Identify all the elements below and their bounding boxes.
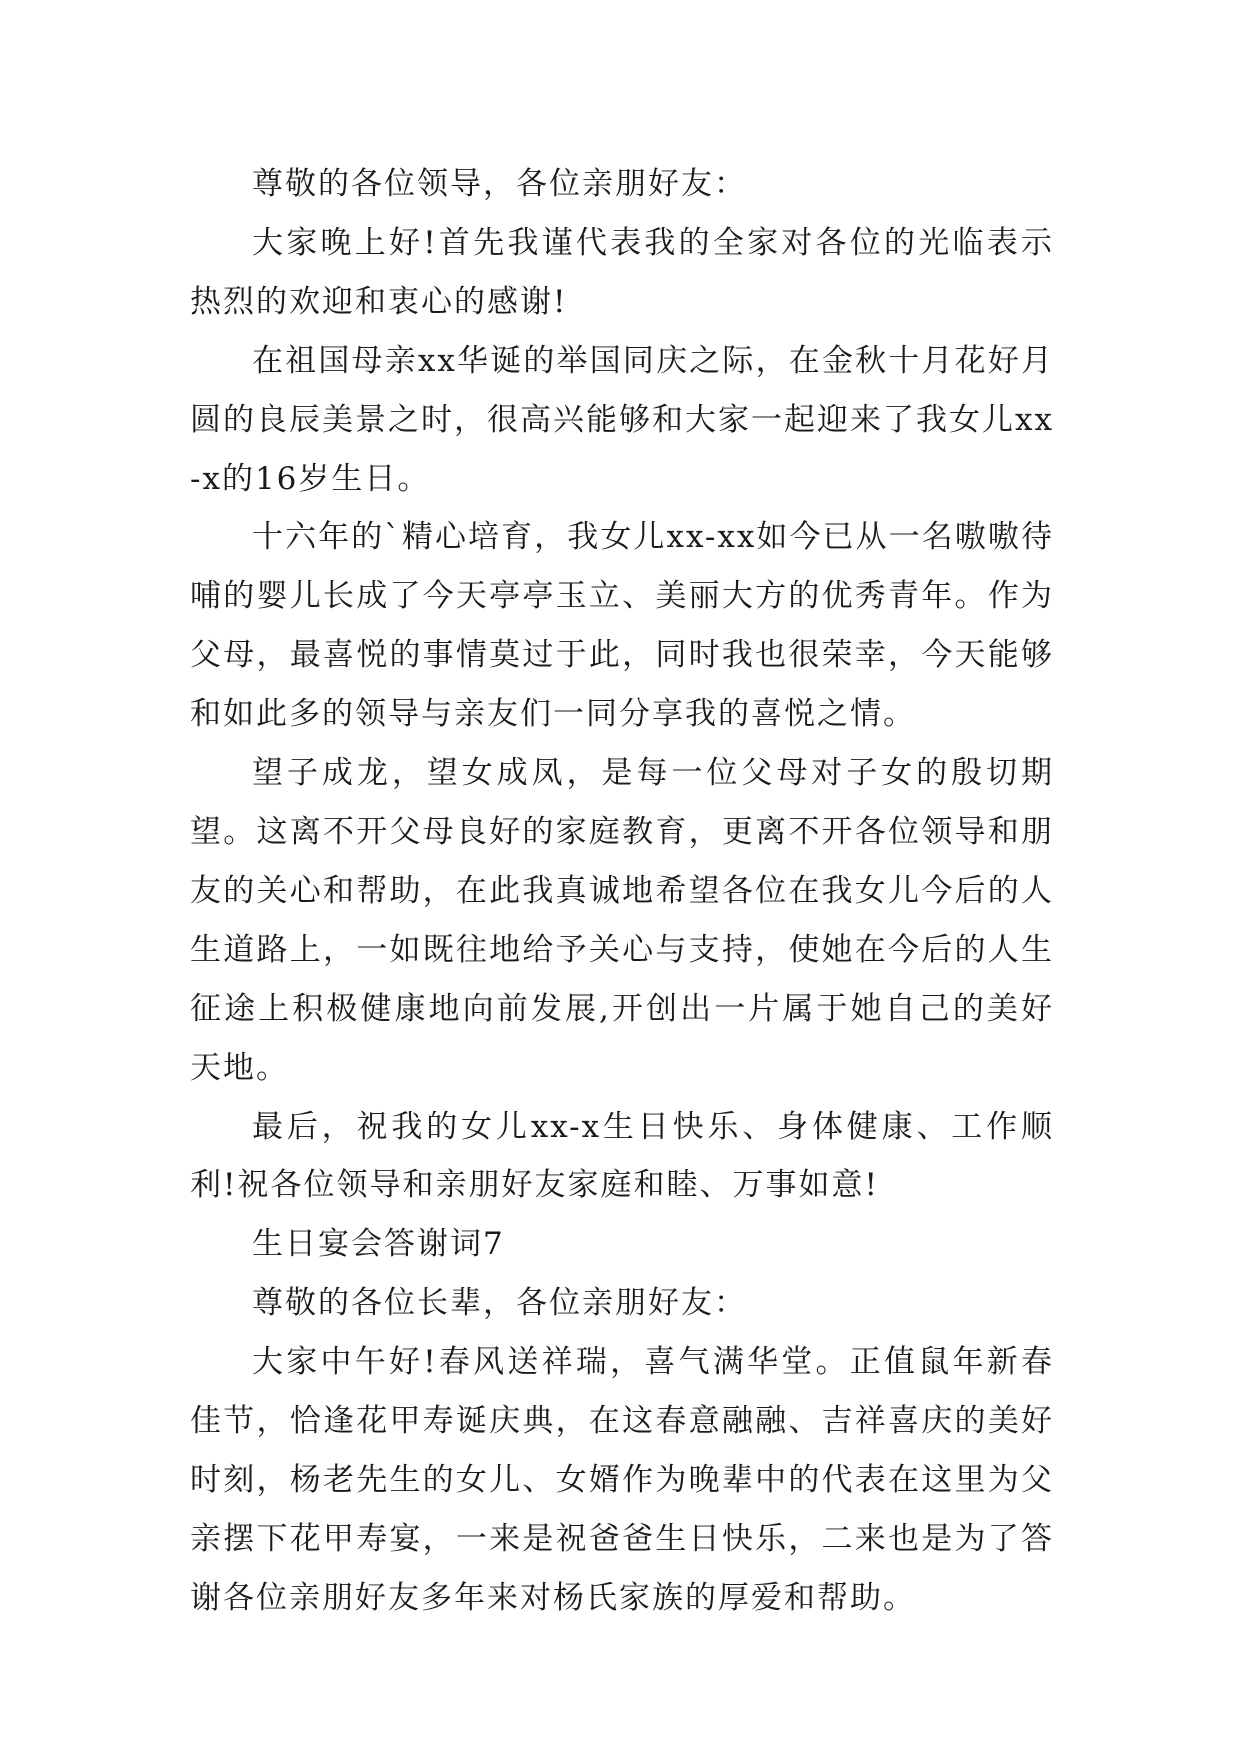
paragraph-greeting-2: 尊敬的各位长辈，各位亲朋好友： [252,1285,747,1322]
paragraph-occasion: 在祖国母亲xx华诞的举国同庆之际，在金秋十月花好月圆的良辰美景之时，很高兴能够和大家一起迎来了我女儿xx-x的16岁生日。 [190,342,1054,497]
section-heading: 生日宴会答谢词7 [252,1226,505,1263]
paragraph-greeting-1: 尊敬的各位领导，各位亲朋好友： [252,166,747,202]
paragraph-birthday-banquet: 大家中午好!春风送祥瑞，喜气满华堂。正值鼠年新春佳节，恰逢花甲寿诞庆典，在这春意融融、吉祥喜庆的美好时刻，杨老先生的女儿、女婿作为晚辈中的代表在这里为父亲摆下花甲寿宴，一来是祝爸爸生日快乐，二来也是为了答谢各位亲朋好友多年来对杨氏家族的厚爱和帮助。 [190,1344,1054,1616]
paragraph-upbringing: 十六年的`精心培育，我女儿xx-xx如今已从一名嗷嗷待哺的婴儿长成了今天亭亭玉立、美丽大方的优秀青年。作为父母，最喜悦的事情莫过于此，同时我也很荣幸，今天能够和如此多的领导与亲友们一同分享我的喜悦之情。 [190,519,1054,733]
document-body [190,155,1054,1628]
paragraph-welcome: 大家晚上好!首先我谨代表我的全家对各位的光临表示热烈的欢迎和衷心的感谢! [190,224,1054,320]
paragraph-closing-wishes: 最后，祝我的女儿xx-x生日快乐、身体健康、工作顺利!祝各位领导和亲朋好友家庭和睦、万事如意! [190,1108,1054,1204]
paragraph-expectation: 望子成龙，望女成凤，是每一位父母对子女的殷切期望。这离不开父母良好的家庭教育，更离不开各位领导和朋友的关心和帮助，在此我真诚地希望各位在我女儿今后的人生道路上，一如既往地给予关心与支持，使她在今后的人生征途上积极健康地向前发展,开创出一片属于她自己的美好天地。 [190,755,1054,1086]
